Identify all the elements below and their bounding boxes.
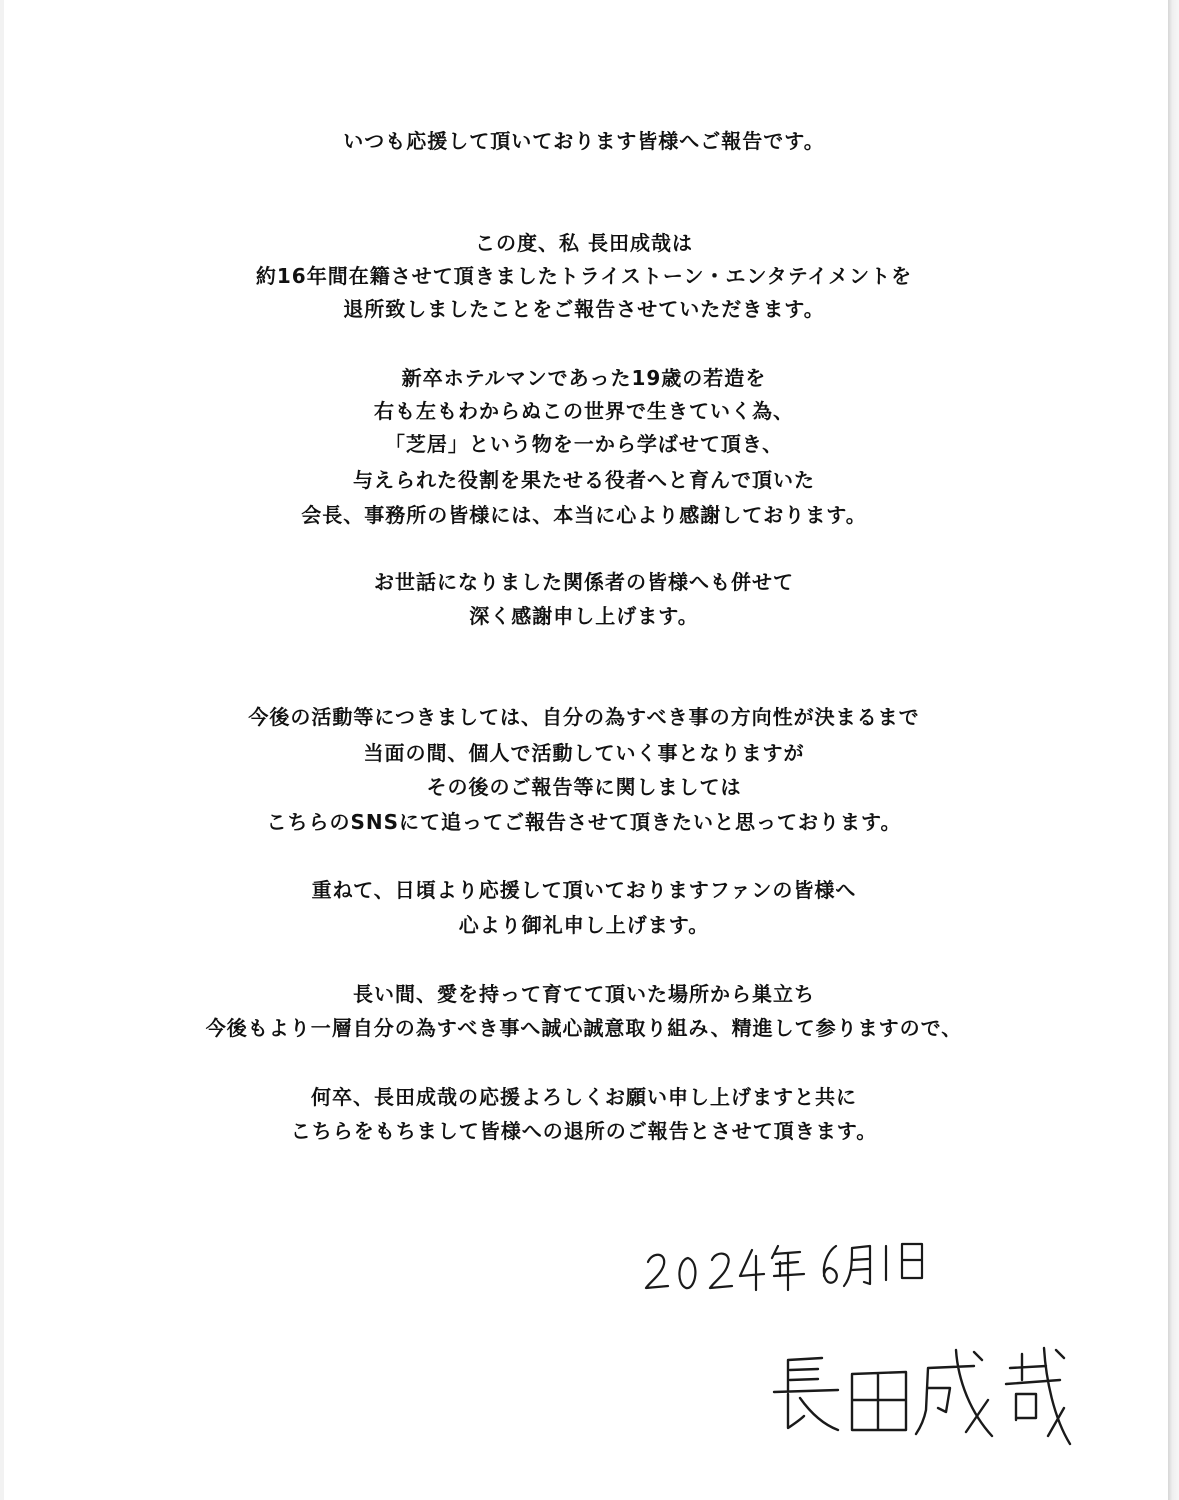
p6-line-2: 今後もより一層自分の為すべき事へ誠心誠意取り組み、精進して参りますので、 xyxy=(205,1016,963,1040)
page-right-edge xyxy=(1168,0,1179,1500)
p4-line-2: 当面の間、個人で活動していく事となりますが xyxy=(363,741,805,765)
p1-line-2: 約16年間在籍させて頂きましたトライストーン・エンタテイメントを xyxy=(255,264,913,288)
p1-line-3: 退所致しましたことをご報告させていただきます。 xyxy=(343,297,825,321)
p6-line-1: 長い間、愛を持って育てて頂いた場所から巣立ち xyxy=(353,982,815,1006)
p2-line-3: 「芝居」という物を一から学ばせて頂き、 xyxy=(384,432,784,456)
p2-line-2: 右も左もわからぬこの世界で生きていく為、 xyxy=(374,399,794,423)
p3-line-1: お世話になりました関係者の皆様へも併せて xyxy=(374,570,794,594)
p7-line-2: こちらをもちまして皆様への退所のご報告とさせて頂きます。 xyxy=(290,1119,878,1143)
p4-line-4: こちらのSNSにて追ってご報告させて頂きたいと思っております。 xyxy=(266,810,902,834)
greeting-line: いつも応援して頂いております皆様へご報告です。 xyxy=(343,129,825,153)
handwritten-date xyxy=(640,1232,940,1298)
p2-line-1: 新卒ホテルマンであった19歳の若造を xyxy=(401,366,767,390)
p4-line-3: その後のご報告等に関しましては xyxy=(426,775,742,799)
p1-line-1: この度、私 長田成哉は xyxy=(475,231,693,255)
p2-line-5: 会長、事務所の皆様には、本当に心より感謝しております。 xyxy=(301,503,867,527)
p3-line-2: 深く感謝申し上げます。 xyxy=(469,604,699,628)
p5-line-1: 重ねて、日頃より応援して頂いておりますファンの皆様へ xyxy=(311,878,857,902)
signature xyxy=(760,1340,1080,1460)
p4-line-1: 今後の活動等につきましては、自分の為すべき事の方向性が決まるまで xyxy=(248,705,920,729)
p5-line-2: 心より御礼申し上げます。 xyxy=(458,913,710,937)
p2-line-4: 与えられた役割を果たせる役者へと育んで頂いた xyxy=(353,468,815,492)
p7-line-1: 何卒、長田成哉の応援よろしくお願い申し上げますと共に xyxy=(311,1085,857,1109)
